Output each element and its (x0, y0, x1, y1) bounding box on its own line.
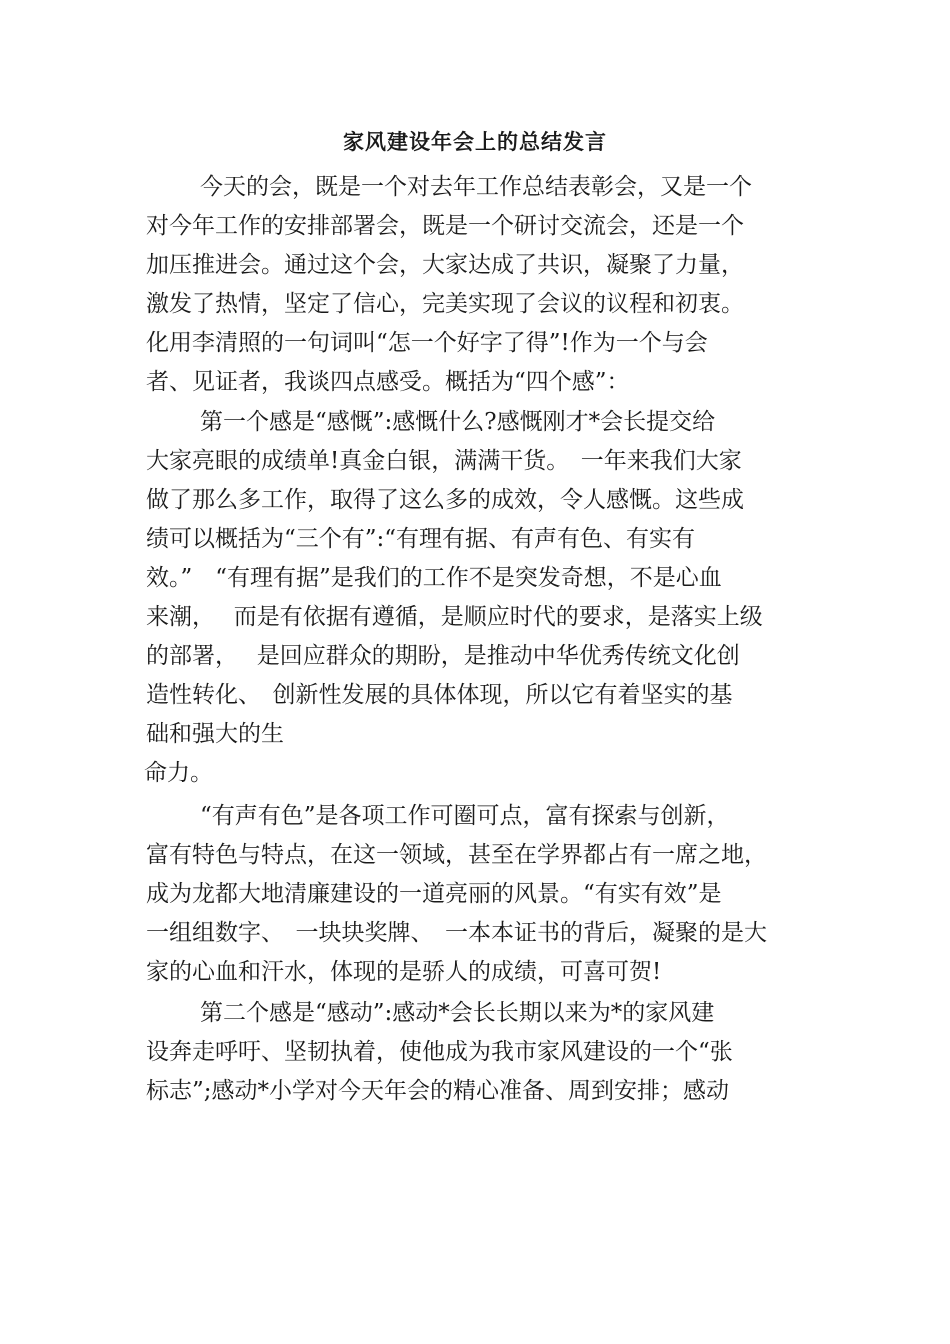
text-line: 绩可以概括为“三个有”:“有理有据、有声有色、有实有 (146, 526, 696, 552)
text-line: 者、见证者，我谈四点感受。概括为“四个感”： (146, 369, 630, 395)
text-line: 设奔走呼吁、坚韧执着，使他成为我市家风建设的一个“张 (146, 1039, 733, 1065)
text-line: 础和强大的生 (146, 721, 284, 747)
text-line: 今天的会，既是一个对去年工作总结表彰会，又是一个 (200, 174, 752, 200)
text-line: 一组组数字、 一块块奖牌、 一本本证书的背后，凝聚的是大 (146, 920, 767, 946)
paragraph-3 (146, 797, 826, 992)
text-line: 标志”;感动*小学对今天年会的精心准备、周到安排；感动 (146, 1078, 730, 1104)
text-line: 家的心血和汗水，体现的是骄人的成绩，可喜可贺! (146, 959, 662, 985)
text-line: 造性转化、 创新性发展的具体体现，所以它有着坚实的基 (146, 682, 733, 708)
text-line: 激发了热情，坚定了信心，完美实现了会议的议程和初衷。 (146, 291, 744, 317)
text-line: 效。” “有理有据”是我们的工作不是突发奇想，不是心血 (146, 565, 722, 591)
text-line: “有声有色”是各项工作可圈可点，富有探索与创新， (200, 803, 730, 829)
paragraph-4 (146, 994, 826, 1111)
text-line: 富有特色与特点，在这一领域，甚至在学界都占有一席之地， (146, 842, 767, 868)
text-line: 对今年工作的安排部署会，既是一个研讨交流会，还是一个 (146, 213, 744, 239)
text-line: 命力。 (144, 760, 213, 786)
text-line: 成为龙都大地清廉建设的一道亮丽的风景。“有实有效”是 (146, 881, 722, 907)
text-line: 第二个感是“感动”:感动*会长长期以来为*的家风建 (200, 1000, 715, 1026)
text-line: 加压推进会。通过这个会，大家达成了共识，凝聚了力量， (146, 252, 744, 278)
text-line: 来潮， 而是有依据有遵循，是顺应时代的要求，是落实上级 (146, 604, 763, 630)
text-line: 做了那么多工作，取得了这么多的成效，令人感慨。这些成 (146, 487, 744, 513)
paragraph-2 (146, 403, 826, 793)
paragraph-1 (146, 168, 826, 402)
text-line: 大家亮眼的成绩单!真金白银，满满干货。 一年来我们大家 (146, 448, 742, 474)
document-title: 家风建设年会上的总结发言 (343, 129, 607, 154)
text-line: 第一个感是“感慨”:感慨什么?感慨刚才*会长提交给 (200, 409, 716, 435)
text-line: 化用李清照的一句词叫“怎一个好字了得”!作为一个与会 (146, 330, 708, 356)
text-line: 的部署， 是回应群众的期盼，是推动中华优秀传统文化创 (146, 643, 740, 669)
